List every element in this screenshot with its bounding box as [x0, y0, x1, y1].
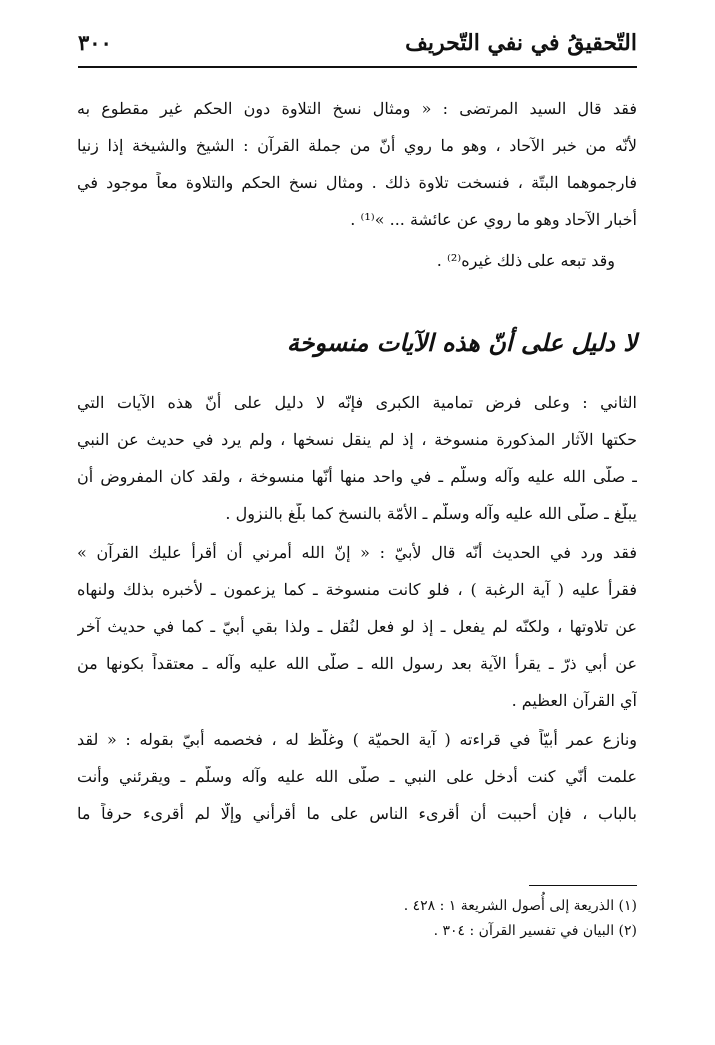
paragraph-line: علمت أنّي كنت أدخل على النبي ـ صلّى الله عليه وآله وسلّم ـ ويقرئني وأنت — [77, 767, 637, 786]
page-header — [78, 28, 637, 68]
running-title: التّحقيقُ في نفي التّحريف — [405, 30, 637, 56]
paragraph-line: ونازع عمر أُبيّاً في قراءته ( آية الحميّة ) وغلّظ له ، فخصمه أُبيّ بقوله : « لقد — [77, 730, 637, 749]
paragraph-line: فارجموهما البتّة ، فنسخت تلاوة ذلك . ومثال نسخ الحكم والتلاوة معاً موجود في — [77, 173, 637, 192]
paragraph-line: لأنّه من خبر الآحاد ، وهو ما روي أنّ من جملة القرآن : الشيخ والشيخة إذا زنيا — [77, 136, 637, 155]
paragraph-line: حكتها الآثار المذكورة منسوخة ، إذ لم ينقل نسخها ، ولم يرد في حديث عن النبي — [77, 430, 637, 449]
footnote-separator — [529, 885, 637, 886]
paragraph-line: وقد تبعه على ذلك غيره⁽²⁾ . — [436, 251, 615, 270]
paragraph-line: فقد قال السيد المرتضى : « ومثال نسخ التلاوة دون الحكم غير مقطوع به — [77, 99, 637, 118]
section-heading: لا دليل على أنّ هذه الآيات منسوخة — [286, 328, 637, 357]
paragraph-line: أخبار الآحاد وهو ما روي عن عائشة ... »⁽¹⁾ . — [350, 210, 637, 229]
paragraph-line: الثاني : وعلى فرض تمامية الكبرى فإنّه لا دليل على أنّ هذه الآيات التي — [77, 393, 637, 412]
page-number: ٣٠٠ — [78, 30, 112, 55]
paragraph-line: عن تلاوتها ، ولكنّه لم يفعل ـ إذ لو فعل لنُقل ـ ولذا بقي أُبيّ ـ كما في حديث آخر — [77, 617, 637, 636]
paragraph-line: عن أبي ذرّ ـ يقرأ الآية بعد رسول الله ـ صلّى الله عليه وآله ـ معتقداً بكونها من — [77, 654, 637, 673]
paragraph-line: بالباب ، فإن أحببت أن أُقرىء الناس على ما أقرأني وإلّا لم أُقرىء حرفاً ما — [77, 804, 637, 823]
footnote: (٢) البيان في تفسير القرآن : ٣٠٤ . — [433, 923, 637, 939]
paragraph-line: ـ صلّى الله عليه وآله وسلّم ـ في واحد منها أنّها منسوخة ، ولقد كان المفروض أن — [77, 467, 637, 486]
paragraph-line: يبلّغ ـ صلّى الله عليه وآله وسلّم ـ الأمّة بالنسخ كما بلّغ بالنزول . — [225, 504, 637, 523]
paragraph-line: فقرأ عليه ( آية الرغبة ) ، فلو كانت منسوخة ـ كما يزعمون ـ لأخبره بذلك ولنهاه — [77, 580, 637, 599]
footnote: (١) الذريعة إلى أُصول الشريعة ١ : ٤٢٨ . — [403, 898, 637, 914]
paragraph-line: فقد ورد في الحديث أنّه قال لأُبيّ : « إنّ الله أمرني أن أقرأ عليك القرآن » — [77, 543, 637, 562]
paragraph-line: آي القرآن العظيم . — [511, 691, 637, 710]
